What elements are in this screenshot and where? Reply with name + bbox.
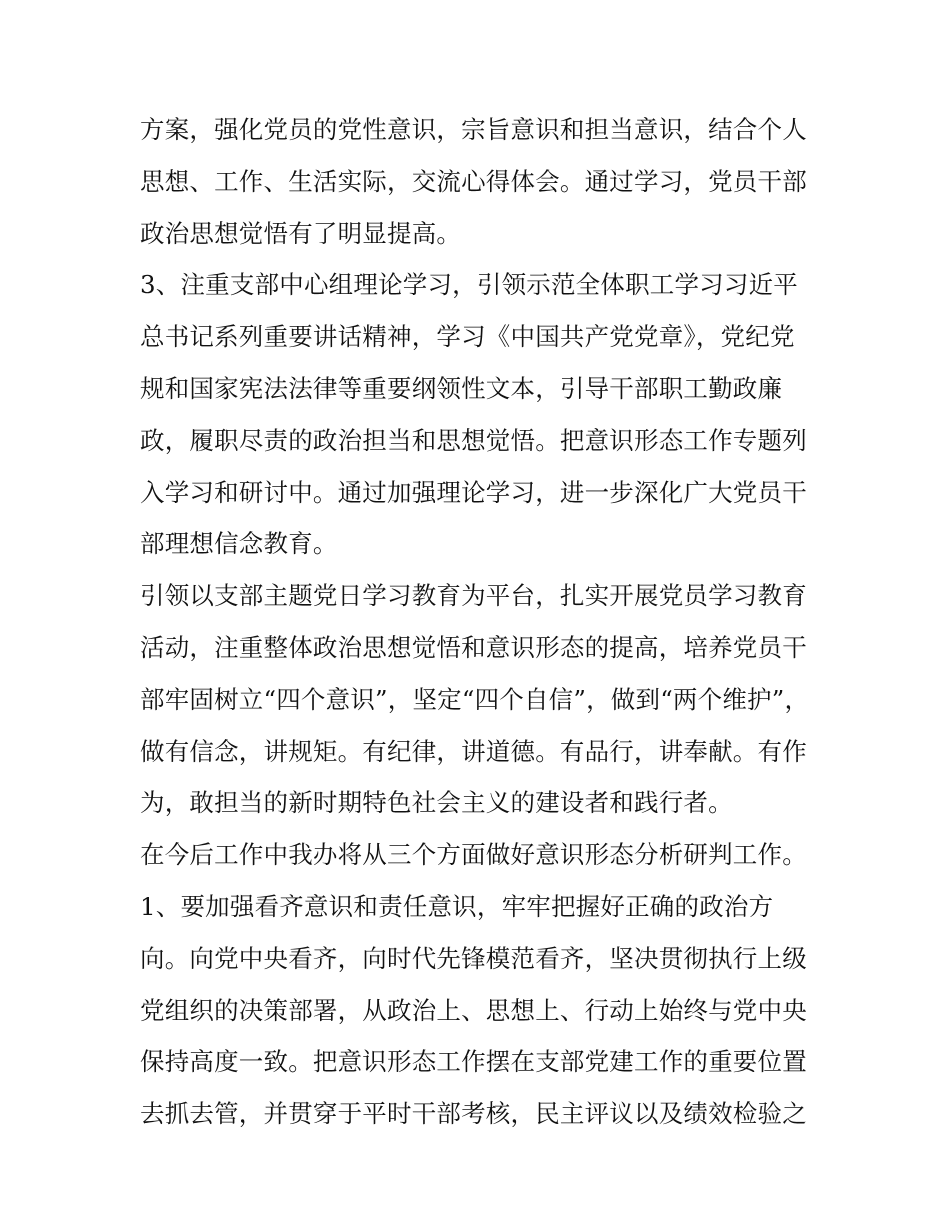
text-line: 规和国家宪法法律等重要纲领性文本，引导干部职工勤政廉	[140, 373, 783, 403]
text-line: 向。向党中央看齐，向时代先锋模范看齐，坚决贯彻执行上级	[140, 943, 807, 973]
text-line: 思想、工作、生活实际，交流心得体会。通过学习，党员干部	[140, 166, 807, 196]
text-line: 为，敢担当的新时期特色社会主义的建设者和践行者。	[140, 788, 733, 818]
body-text	[140, 104, 820, 1140]
text-line: 活动，注重整体政治思想觉悟和意识形态的提高，培养党员干	[140, 632, 807, 662]
text-line: 政，履职尽责的政治担当和思想觉悟。把意识形态工作专题列	[140, 425, 807, 455]
text-line: 3、注重支部中心组理论学习，引领示范全体职工学习习近平	[140, 270, 798, 300]
text-line: 总书记系列重要讲话精神，学习《中国共产党党章》，党纪党	[140, 322, 795, 352]
text-line: 引领以支部主题党日学习教育为平台，扎实开展党员学习教育	[140, 581, 807, 611]
text-line: 1、要加强看齐意识和责任意识，牢牢把握好正确的政治方	[140, 891, 774, 921]
text-line: 入学习和研讨中。通过加强理论学习，进一步深化广大党员干	[140, 477, 807, 507]
text-line: 部牢固树立“四个意识”，坚定“四个自信”，做到“两个维护”，	[140, 684, 810, 714]
text-line: 政治思想觉悟有了明显提高。	[140, 218, 462, 248]
text-line: 方案，强化党员的党性意识，宗旨意识和担当意识，结合个人	[140, 115, 807, 144]
text-line: 去抓去管，并贯穿于平时干部考核，民主评议以及绩效检验之	[140, 1099, 807, 1129]
text-line: 党组织的决策部署，从政治上、思想上、行动上始终与党中央	[140, 995, 807, 1025]
text-line: 在今后工作中我办将从三个方面做好意识形态分析研判工作。	[140, 840, 807, 870]
text-line: 做有信念，讲规矩。有纪律，讲道德。有品行，讲奉献。有作	[140, 736, 807, 766]
text-line: 部理想信念教育。	[140, 529, 338, 559]
text-line: 保持高度一致。把意识形态工作摆在支部党建工作的重要位置	[140, 1047, 807, 1077]
